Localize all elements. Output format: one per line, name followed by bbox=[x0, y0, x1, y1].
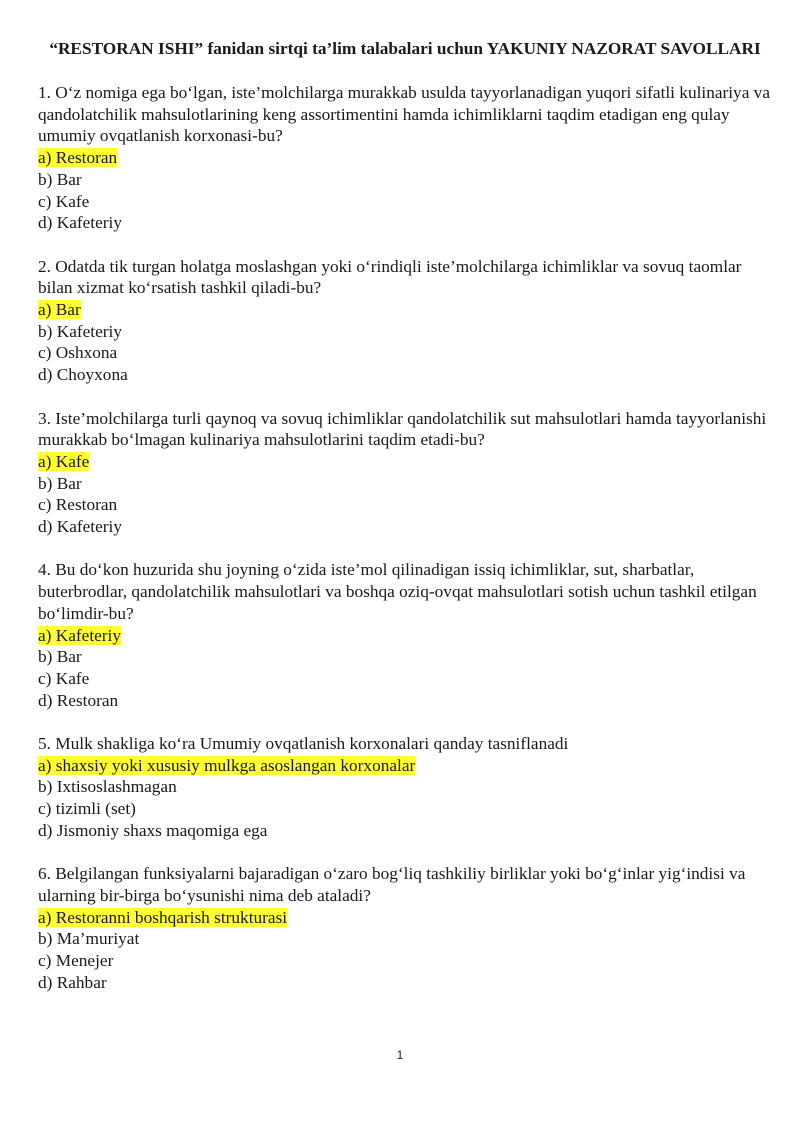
answer-option: d) Jismoniy shaxs maqomiga ega bbox=[38, 820, 268, 840]
correct-answer-highlight: a) Kafeteriy bbox=[38, 625, 121, 645]
answer-option-correct bbox=[38, 147, 773, 169]
answer-option: d) Rahbar bbox=[38, 972, 107, 992]
answer-option: b) Bar bbox=[38, 473, 82, 493]
answer-option: d) Kafeteriy bbox=[38, 213, 122, 233]
question-6 bbox=[38, 863, 773, 993]
document-title: “RESTORAN ISHI” fanidan sirtqi ta’lim talabalari uchun YAKUNIY NAZORAT SAVOLLARI bbox=[49, 39, 761, 58]
answer-option: c) tizimli (set) bbox=[38, 799, 136, 819]
question-text: 3. Iste’molchilarga turli qaynoq va sovuq ichimliklar qandolatchilik sut mahsulotlari hamda tayyorlanishi murakkab bo‘lmagan kulinariya mahsulotlarini taqdim etadi-bu? bbox=[38, 408, 767, 450]
question-text: 5. Mulk shakliga ko‘ra Umumiy ovqatlanish korxonalari qanday tasniflanadi bbox=[38, 734, 569, 754]
question-2 bbox=[38, 256, 773, 386]
answer-option: d) Restoran bbox=[38, 690, 119, 710]
answer-option-correct bbox=[38, 907, 773, 929]
correct-answer-highlight: a) Bar bbox=[38, 300, 81, 320]
correct-answer-highlight: a) Restoran bbox=[38, 148, 118, 168]
answer-option: b) Ma’muriyat bbox=[38, 929, 140, 949]
answer-option-correct bbox=[38, 299, 773, 321]
question-1 bbox=[38, 82, 773, 234]
question-3 bbox=[38, 408, 773, 538]
answer-option: c) Kafe bbox=[38, 191, 90, 211]
answer-option: b) Bar bbox=[38, 647, 82, 667]
answer-option: c) Restoran bbox=[38, 495, 118, 515]
answer-option: d) Choyxona bbox=[38, 365, 128, 385]
answer-option: b) Kafeteriy bbox=[38, 321, 122, 341]
question-text: 1. O‘z nomiga ega bo‘lgan, iste’molchilarga murakkab usulda tayyorlanadigan yuqori sifatli kulinariya va qandolatchilik mahsulotlarining keng assortimentini hamda ichimliklarni taqdim etadigan eng qulay umumiy ovqatlanish korxonasi-bu? bbox=[38, 83, 770, 146]
answer-option-correct bbox=[38, 451, 773, 473]
question-text: 4. Bu do‘kon huzurida shu joyning o‘zida iste’mol qilinadigan issiq ichimliklar, sut, sharbatlar, buterbrodlar, qandolatchilik mahsulotlari va boshqa oziq-ovqat mahsulotlari sotish uchun tashkil etilgan bo‘limdir-bu? bbox=[38, 560, 757, 623]
question-text: 2. Odatda tik turgan holatga moslashgan yoki o‘rindiqli iste’molchilarga ichimliklar va sovuq taomlar bilan xizmat ko‘rsatish tashkil qiladi-bu? bbox=[38, 256, 742, 298]
answer-option: b) Ixtisoslashmagan bbox=[38, 777, 177, 797]
correct-answer-highlight: a) shaxsiy yoki xususiy mulkga asoslangan korxonalar bbox=[38, 755, 416, 775]
answer-option: c) Oshxona bbox=[38, 343, 118, 363]
correct-answer-highlight: a) Restoranni boshqarish strukturasi bbox=[38, 907, 288, 927]
answer-option: d) Kafeteriy bbox=[38, 517, 122, 537]
answer-option-correct bbox=[38, 755, 773, 777]
answer-option-correct bbox=[38, 625, 773, 647]
question-4 bbox=[38, 559, 773, 711]
answer-option: c) Menejer bbox=[38, 951, 114, 971]
page-number: 1 bbox=[396, 1048, 404, 1062]
answer-option: c) Kafe bbox=[38, 668, 90, 688]
correct-answer-highlight: a) Kafe bbox=[38, 451, 90, 471]
answer-option: b) Bar bbox=[38, 169, 82, 189]
question-text: 6. Belgilangan funksiyalarni bajaradigan o‘zaro bog‘liq tashkiliy birliklar yoki bo‘g‘inlar yig‘indisi va ularning bir-birga bo‘ysunishi nima deb ataladi? bbox=[38, 864, 746, 905]
question-5 bbox=[38, 733, 773, 842]
questions-list bbox=[38, 82, 773, 1015]
